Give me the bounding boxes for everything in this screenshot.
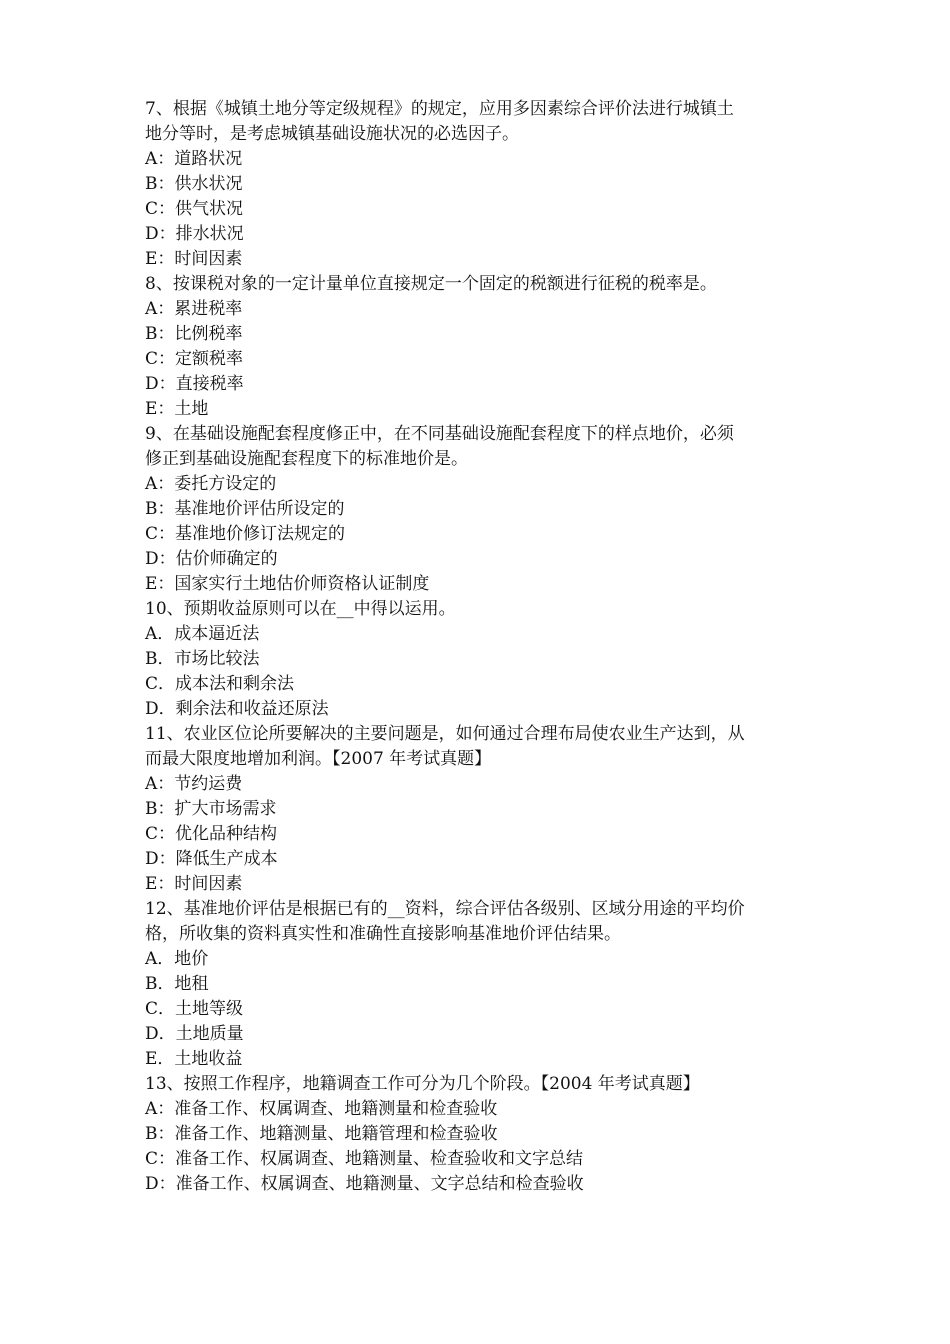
question-8-option-b: B：比例税率 — [145, 324, 243, 344]
question-8-option-d: D：直接税率 — [145, 374, 244, 394]
question-8-option-e: E：土地 — [145, 399, 209, 419]
question-9-option-e: E：国家实行土地估价师资格认证制度 — [145, 574, 430, 594]
question-10-option-c: C．成本法和剩余法 — [145, 674, 295, 694]
question-13-stem: 13、按照工作程序，地籍调查工作可分为几个阶段。【2004 年考试真题】 — [145, 1074, 700, 1094]
question-9-stem-cont: 修正到基础设施配套程度下的标准地价是。 — [145, 449, 468, 469]
question-10-option-d: D．剩余法和收益还原法 — [145, 699, 329, 719]
question-9-option-a: A：委托方设定的 — [145, 474, 277, 494]
question-13-option-b: B：准备工作、地籍测量、地籍管理和检查验收 — [145, 1124, 498, 1144]
question-12-stem: 12、基准地价评估是根据已有的__资料，综合评估各级别、区域分用途的平均价 — [145, 899, 745, 919]
question-11-stem: 11、农业区位论所要解决的主要问题是，如何通过合理布局使农业生产达到，从 — [145, 724, 745, 744]
question-11-option-e: E：时间因素 — [145, 874, 243, 894]
question-11-option-b: B：扩大市场需求 — [145, 799, 277, 819]
question-7-stem: 7、根据《城镇土地分等定级规程》的规定，应用多因素综合评价法进行城镇土 — [145, 99, 734, 119]
question-12-option-c: C．土地等级 — [145, 999, 244, 1019]
question-7-option-b: B：供水状况 — [145, 174, 243, 194]
question-7-option-a: A：道路状况 — [145, 149, 243, 169]
question-13-option-d: D：准备工作、权属调查、地籍测量、文字总结和检查验收 — [145, 1174, 584, 1194]
question-10-option-b: B．市场比较法 — [145, 649, 260, 669]
question-8-option-a: A：累进税率 — [145, 299, 243, 319]
question-9-option-b: B：基准地价评估所设定的 — [145, 499, 345, 519]
question-7-option-c: C：供气状况 — [145, 199, 244, 219]
question-9-stem: 9、在基础设施配套程度修正中，在不同基础设施配套程度下的样点地价，必须 — [145, 424, 734, 444]
question-11-option-a: A：节约运费 — [145, 774, 243, 794]
question-11-option-c: C：优化品种结构 — [145, 824, 278, 844]
question-7-option-e: E：时间因素 — [145, 249, 243, 269]
question-12-option-a: A．地价 — [145, 949, 209, 969]
question-13-option-c: C：准备工作、权属调查、地籍测量、检查验收和文字总结 — [145, 1149, 584, 1169]
question-9-option-c: C：基准地价修订法规定的 — [145, 524, 346, 544]
question-13-option-a: A：准备工作、权属调查、地籍测量和检查验收 — [145, 1099, 498, 1119]
question-7-stem-cont: 地分等时，是考虑城镇基础设施状况的必选因子。 — [145, 124, 519, 144]
question-12-option-e: E．土地收益 — [145, 1049, 243, 1069]
question-9-option-d: D：估价师确定的 — [145, 549, 278, 569]
question-12-option-b: B．地租 — [145, 974, 209, 994]
question-10-stem: 10、预期收益原则可以在__中得以运用。 — [145, 599, 456, 619]
question-7-option-d: D：排水状况 — [145, 224, 244, 244]
question-8-option-c: C：定额税率 — [145, 349, 244, 369]
question-8-stem: 8、按课税对象的一定计量单位直接规定一个固定的税额进行征税的税率是。 — [145, 274, 717, 294]
question-10-option-a: A．成本逼近法 — [145, 624, 260, 644]
document-body — [145, 97, 815, 1197]
question-11-option-d: D：降低生产成本 — [145, 849, 278, 869]
question-12-stem-cont: 格，所收集的资料真实性和准确性直接影响基准地价评估结果。 — [145, 924, 621, 944]
question-12-option-d: D．土地质量 — [145, 1024, 244, 1044]
question-11-stem-cont: 而最大限度地增加利润。【2007 年考试真题】 — [145, 749, 492, 769]
